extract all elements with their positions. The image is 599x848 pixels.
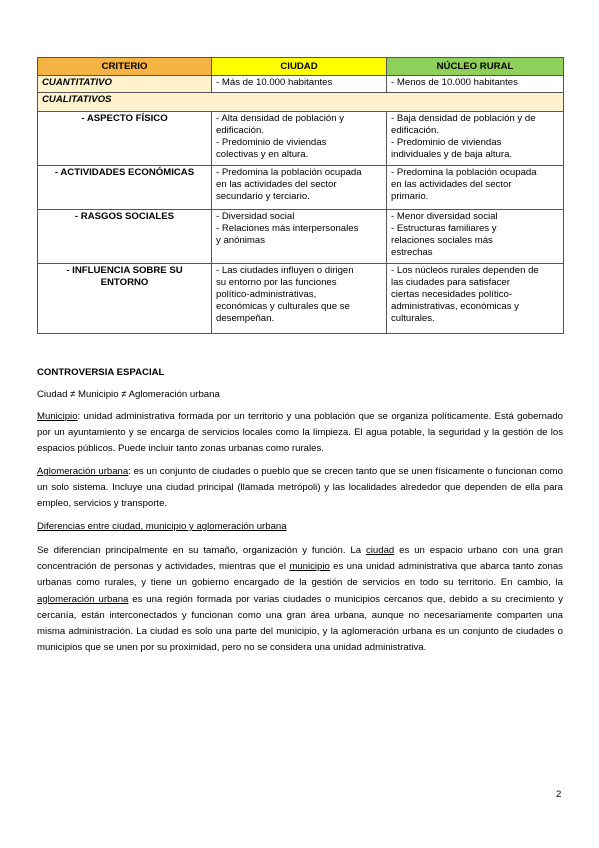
cell-city: - Diversidad social - Relaciones más interpersonales y anónimas <box>212 210 387 264</box>
diferencias-text-3: es una unidad administrativa que abarca tanto zonas urbanas como rurales, y tiene un gobierno encargado de la gestión de servicios en todo su territorio. En cambio, la <box>37 561 563 589</box>
diferencias-text-2: es un espacio urbano con una gran concentración de personas y actividades, mientras que el <box>37 545 563 573</box>
equation-line: Ciudad ≠ Municipio ≠ Aglomeración urbana <box>37 389 220 400</box>
table-row-cuantitativo <box>38 76 564 93</box>
cell-city: - Predomina la población ocupada en las actividades del sector secundario y terciario. <box>212 166 387 210</box>
row-label-rasgos-sociales: - RASGOS SOCIALES <box>38 210 212 264</box>
cuantitativo-label: CUANTITATIVO <box>38 76 212 93</box>
cell-rural: - Baja densidad de población y de edificación. - Predominio de viviendas individuales y de baja altura. <box>387 112 564 166</box>
header-criterio: CRITERIO <box>38 58 212 76</box>
term-aglomeracion: Aglomeración urbana <box>37 466 129 477</box>
table-row <box>38 112 564 166</box>
criteria-table <box>37 57 564 334</box>
page-number: 2 <box>556 789 562 800</box>
paragraph-diferencias <box>37 543 563 656</box>
cualitativos-label: CUALITATIVOS <box>38 93 564 112</box>
table-row-cualitativos <box>38 93 564 112</box>
aglomeracion-definition: : es un conjunto de ciudades o pueblo que se crecen tanto que se unen físicamente o funcionan como un solo sistema. Incluye una ciudad principal (llamada metrópoli) y las localidades alrededor que dependen de ella para empleo, servicios y transporte. <box>37 466 563 510</box>
paragraph-aglomeracion <box>37 464 563 513</box>
term-municipio-inline: municipio <box>289 561 330 573</box>
cell-city: - Alta densidad de población y edificación. - Predominio de viviendas colectivas y en altura. <box>212 112 387 166</box>
term-aglomeracion-inline: aglomeración urbana <box>37 593 129 605</box>
cell-rural: - Menor diversidad social - Estructuras familiares y relaciones sociales más estrechas <box>387 210 564 264</box>
diferencias-text-4: es una región formada por varias ciudades o municipios cercanos que, debido a su crecimiento y cercanía, están interconectados y funcionan como una gran área urbana, aunque no necesariamente comparten una misma administración. La ciudad es solo una parte del municipio, y la aglomeración urbana es un conjunto de ciudades o municipios que se unen por su proximidad, pero no se considera una unidad administrativa. <box>37 593 563 654</box>
table-header-row <box>38 58 564 76</box>
row-label-actividades: - ACTIVIDADES ECONÓMICAS <box>38 166 212 210</box>
municipio-definition: : unidad administrativa formada por un territorio y una población que se organiza políticamente. Está gobernado por un ayuntamiento y se encarga de servicios locales como la limpieza. El agua potable, la seguridad y la gestión de los espacios públicos. Puede incluir tanto zonas urbanas como rurales. <box>37 411 563 455</box>
header-nucleo-rural: NÚCLEO RURAL <box>387 58 564 76</box>
term-municipio: Municipio <box>37 411 78 422</box>
cuantitativo-rural: - Menos de 10.000 habitantes <box>387 76 564 93</box>
diferencias-title: Diferencias entre ciudad, municipio y aglomeración urbana <box>37 521 287 532</box>
table-row <box>38 210 564 264</box>
header-ciudad: CIUDAD <box>212 58 387 76</box>
cuantitativo-city: - Más de 10.000 habitantes <box>212 76 387 93</box>
table-row <box>38 264 564 334</box>
cell-city: - Las ciudades influyen o dirigen su entorno por las funciones político-administrativas, económicas y culturales que se desempeñan. <box>212 264 387 334</box>
diferencias-text-1: Se diferencian principalmente en su tamaño, organización y función. La <box>37 545 366 556</box>
cell-rural: - Predomina la población ocupada en las actividades del sector primario. <box>387 166 564 210</box>
row-label-influencia: - INFLUENCIA SOBRE SU ENTORNO <box>38 264 212 334</box>
paragraph-municipio <box>37 409 563 458</box>
cell-rural: - Los núcleos rurales dependen de las ciudades para satisfacer ciertas necesidades político- administrativas, económicas y culturales. <box>387 264 564 334</box>
row-label-aspecto-fisico: - ASPECTO FÍSICO <box>38 112 212 166</box>
term-ciudad: ciudad <box>366 545 395 556</box>
section-title: CONTROVERSIA ESPACIAL <box>37 367 165 378</box>
table-row <box>38 166 564 210</box>
